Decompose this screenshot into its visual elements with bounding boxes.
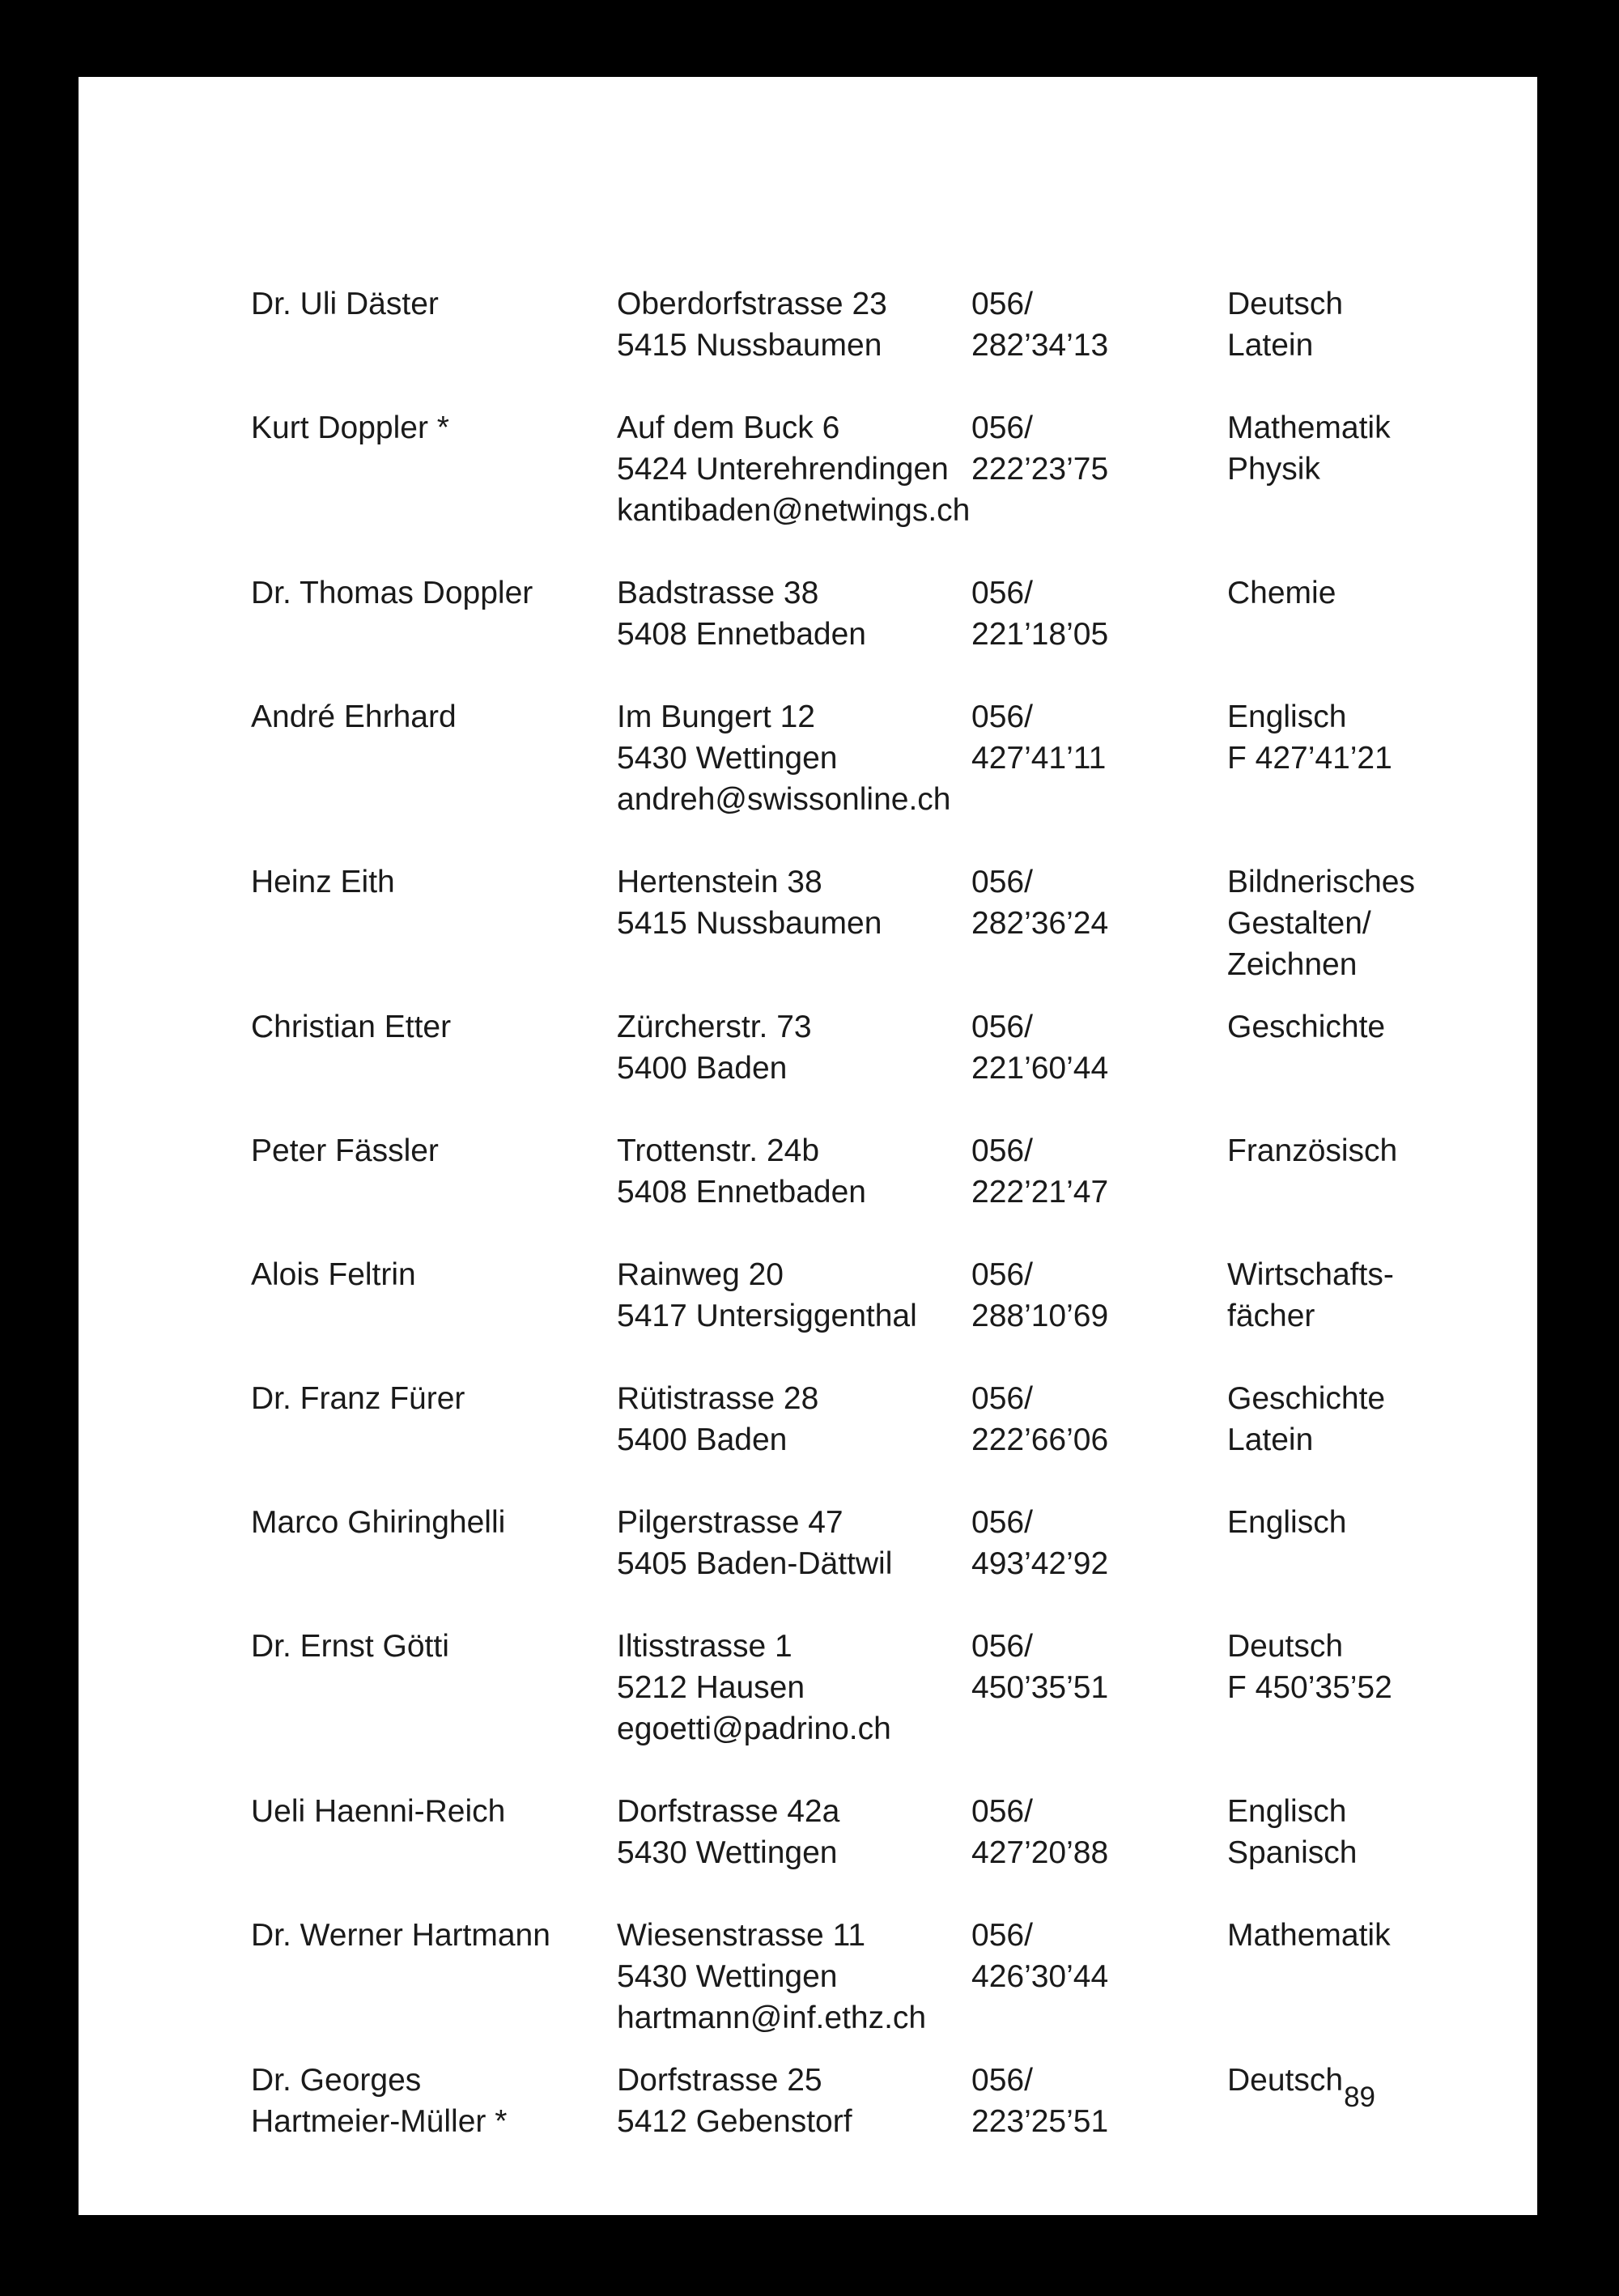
directory-entry	[251, 1502, 1514, 1584]
entry-subjects	[1227, 1254, 1519, 1337]
entry-phone-line: 223’25’51	[971, 2104, 1109, 2139]
entry-subjects-line: Chemie	[1227, 576, 1336, 610]
entry-subjects-line: Zeichnen	[1227, 947, 1358, 982]
entry-phone	[971, 1006, 1214, 1089]
entry-phone	[971, 1791, 1214, 1873]
entry-address-line: Pilgerstrasse 47	[617, 1505, 843, 1540]
entry-address-line: hartmann@inf.ethz.ch	[617, 2000, 927, 2035]
entry-phone-line: 493’42’92	[971, 1546, 1109, 1581]
entry-phone-line: 282’34’13	[971, 328, 1109, 363]
entry-name	[251, 283, 615, 325]
entry-address-line: kantibaden@netwings.ch	[617, 493, 971, 528]
entry-address-line: 5417 Untersiggenthal	[617, 1299, 917, 1333]
entry-phone-line: 056/	[971, 699, 1033, 734]
entry-address-line: Im Bungert 12	[617, 699, 815, 734]
entry-subjects	[1227, 1130, 1519, 1171]
entry-phone	[971, 2060, 1214, 2142]
entry-name	[251, 572, 615, 614]
entry-address-line: 5400 Baden	[617, 1051, 788, 1086]
entry-name	[251, 1915, 615, 1956]
entry-subjects-line: Latein	[1227, 1422, 1314, 1457]
directory-entry	[251, 1378, 1514, 1461]
entry-name	[251, 1791, 615, 1832]
entry-subjects-line: F 427’41’21	[1227, 741, 1392, 776]
entry-subjects-line: Mathematik	[1227, 410, 1391, 445]
entry-address-line: Trottenstr. 24b	[617, 1133, 820, 1168]
entry-subjects-line: Englisch	[1227, 1794, 1347, 1829]
entry-name-line: Marco Ghiringhelli	[251, 1505, 506, 1540]
entry-address-line: 5408 Ennetbaden	[617, 1175, 866, 1210]
entry-name-line: Dr. Georges	[251, 2063, 422, 2098]
entry-address-line: Dorfstrasse 42a	[617, 1794, 840, 1829]
entry-subjects	[1227, 1915, 1519, 1956]
entry-subjects-line: Physik	[1227, 452, 1320, 487]
entry-name-line: Dr. Werner Hartmann	[251, 1918, 550, 1953]
directory-entry	[251, 407, 1514, 531]
entry-address-line: 5212 Hausen	[617, 1670, 805, 1705]
entry-name-line: Alois Feltrin	[251, 1257, 416, 1292]
entry-address-line: 5400 Baden	[617, 1422, 788, 1457]
entry-subjects-line: Bildnerisches	[1227, 865, 1415, 899]
entry-name-line: Dr. Ernst Götti	[251, 1629, 449, 1664]
entry-phone	[971, 572, 1214, 655]
entry-address-line: Iltisstrasse 1	[617, 1629, 793, 1664]
entry-name-line: Dr. Uli Däster	[251, 287, 439, 321]
entry-phone-line: 427’41’11	[971, 741, 1107, 776]
entry-name-line: Christian Etter	[251, 1010, 452, 1044]
entry-name	[251, 407, 615, 449]
entry-phone	[971, 1378, 1214, 1461]
directory-entry	[251, 2060, 1514, 2142]
entry-name-line: Dr. Thomas Doppler	[251, 576, 533, 610]
entry-subjects	[1227, 283, 1519, 366]
entry-phone-line: 282’36’24	[971, 906, 1109, 941]
entry-phone	[971, 1626, 1214, 1708]
entry-address-line: Dorfstrasse 25	[617, 2063, 822, 2098]
entry-phone-line: 427’20’88	[971, 1835, 1109, 1870]
entry-subjects	[1227, 1378, 1519, 1461]
entry-name-line: Kurt Doppler *	[251, 410, 449, 445]
entry-phone-line: 426’30’44	[971, 1959, 1109, 1994]
directory-entry	[251, 572, 1514, 655]
entry-phone	[971, 407, 1214, 490]
entry-address-line: Hertenstein 38	[617, 865, 822, 899]
entry-name-line: Ueli Haenni-Reich	[251, 1794, 506, 1829]
entry-address-line: Oberdorfstrasse 23	[617, 287, 887, 321]
entry-subjects-line: Mathematik	[1227, 1918, 1391, 1953]
entry-phone-line: 221’60’44	[971, 1051, 1109, 1086]
entry-subjects-line: Englisch	[1227, 699, 1347, 734]
entry-phone	[971, 1502, 1214, 1584]
entry-address-line: 5430 Wettingen	[617, 1959, 838, 1994]
entry-name-line: Dr. Franz Fürer	[251, 1381, 465, 1416]
entry-address-line: Zürcherstr. 73	[617, 1010, 812, 1044]
entry-name	[251, 1502, 615, 1543]
entry-address-line: Rainweg 20	[617, 1257, 784, 1292]
entry-subjects-line: F 450’35’52	[1227, 1670, 1392, 1705]
entry-name-line: André Ehrhard	[251, 699, 457, 734]
entry-name	[251, 696, 615, 738]
directory-entry	[251, 1915, 1514, 2039]
entry-name-line: Hartmeier-Müller *	[251, 2104, 508, 2139]
entry-address-line: 5405 Baden-Dättwil	[617, 1546, 893, 1581]
entry-address-line: Rütistrasse 28	[617, 1381, 819, 1416]
entry-name	[251, 1626, 615, 1667]
entry-subjects-line: Deutsch	[1227, 2063, 1344, 2098]
entry-address-line: egoetti@padrino.ch	[617, 1711, 891, 1746]
entry-phone-line: 056/	[971, 1133, 1033, 1168]
entry-phone-line: 222’66’06	[971, 1422, 1109, 1457]
entry-address-line: 5408 Ennetbaden	[617, 617, 866, 652]
entry-address-line: 5430 Wettingen	[617, 741, 838, 776]
entry-subjects-line: Geschichte	[1227, 1381, 1386, 1416]
entry-phone-line: 056/	[971, 1257, 1033, 1292]
entry-subjects	[1227, 1791, 1519, 1873]
entry-subjects-line: Englisch	[1227, 1505, 1347, 1540]
entry-address-line: 5430 Wettingen	[617, 1835, 838, 1870]
document-page	[79, 77, 1537, 2215]
directory-entry	[251, 861, 1514, 985]
entry-phone	[971, 1130, 1214, 1213]
entry-phone-line: 056/	[971, 1794, 1033, 1829]
entry-phone-line: 056/	[971, 1010, 1033, 1044]
entry-address-line: 5424 Unterehrendingen	[617, 452, 949, 487]
entry-phone	[971, 283, 1214, 366]
entry-address-line: Auf dem Buck 6	[617, 410, 840, 445]
entry-subjects	[1227, 407, 1519, 490]
entry-phone-line: 056/	[971, 1505, 1033, 1540]
entry-name	[251, 861, 615, 903]
entry-phone-line: 056/	[971, 2063, 1033, 2098]
entry-subjects	[1227, 861, 1519, 985]
entry-address-line: Badstrasse 38	[617, 576, 819, 610]
entry-subjects-line: Latein	[1227, 328, 1314, 363]
entry-phone-line: 056/	[971, 865, 1033, 899]
directory-entry	[251, 1791, 1514, 1873]
entry-phone	[971, 1254, 1214, 1337]
entry-phone	[971, 1915, 1214, 1997]
entry-phone	[971, 696, 1214, 779]
entry-phone-line: 056/	[971, 576, 1033, 610]
directory-entry	[251, 283, 1514, 366]
entry-phone-line: 221’18’05	[971, 617, 1109, 652]
entry-phone-line: 450’35’51	[971, 1670, 1109, 1705]
entry-phone-line: 288’10’69	[971, 1299, 1109, 1333]
entry-subjects-line: Französisch	[1227, 1133, 1398, 1168]
directory-entry	[251, 1626, 1514, 1750]
entry-name	[251, 1130, 615, 1171]
entry-name	[251, 1378, 615, 1419]
entry-name	[251, 2060, 615, 2142]
entry-phone-line: 222’21’47	[971, 1175, 1109, 1210]
directory-entry	[251, 1006, 1514, 1089]
entry-phone-line: 056/	[971, 410, 1033, 445]
entry-subjects-line: Deutsch	[1227, 287, 1344, 321]
entry-phone-line: 222’23’75	[971, 452, 1109, 487]
entry-subjects-line: Spanisch	[1227, 1835, 1358, 1870]
directory-entry	[251, 1254, 1514, 1337]
entry-subjects	[1227, 1006, 1519, 1048]
entry-subjects-line: Geschichte	[1227, 1010, 1386, 1044]
entry-subjects-line: Deutsch	[1227, 1629, 1344, 1664]
entry-phone	[971, 861, 1214, 944]
entry-name-line: Heinz Eith	[251, 865, 395, 899]
page-number: 89	[1344, 2081, 1375, 2113]
entry-subjects	[1227, 1626, 1519, 1708]
entry-subjects	[1227, 572, 1519, 614]
entry-name	[251, 1006, 615, 1048]
entry-subjects-line: fächer	[1227, 1299, 1315, 1333]
entry-subjects-line: Gestalten/	[1227, 906, 1371, 941]
entry-name	[251, 1254, 615, 1295]
entry-phone-line: 056/	[971, 1629, 1033, 1664]
entry-address-line: 5415 Nussbaumen	[617, 906, 882, 941]
entry-subjects	[1227, 1502, 1519, 1543]
directory-entry	[251, 1130, 1514, 1213]
directory-entry	[251, 696, 1514, 820]
entry-subjects-line: Wirtschafts-	[1227, 1257, 1394, 1292]
directory-list	[251, 283, 1514, 2183]
entry-address-line: 5415 Nussbaumen	[617, 328, 882, 363]
entry-address-line: 5412 Gebenstorf	[617, 2104, 852, 2139]
entry-address-line: andreh@swissonline.ch	[617, 782, 951, 817]
entry-subjects	[1227, 696, 1519, 779]
entry-name-line: Peter Fässler	[251, 1133, 439, 1168]
entry-phone-line: 056/	[971, 287, 1033, 321]
entry-phone-line: 056/	[971, 1381, 1033, 1416]
entry-address-line: Wiesenstrasse 11	[617, 1918, 866, 1953]
entry-phone-line: 056/	[971, 1918, 1033, 1953]
